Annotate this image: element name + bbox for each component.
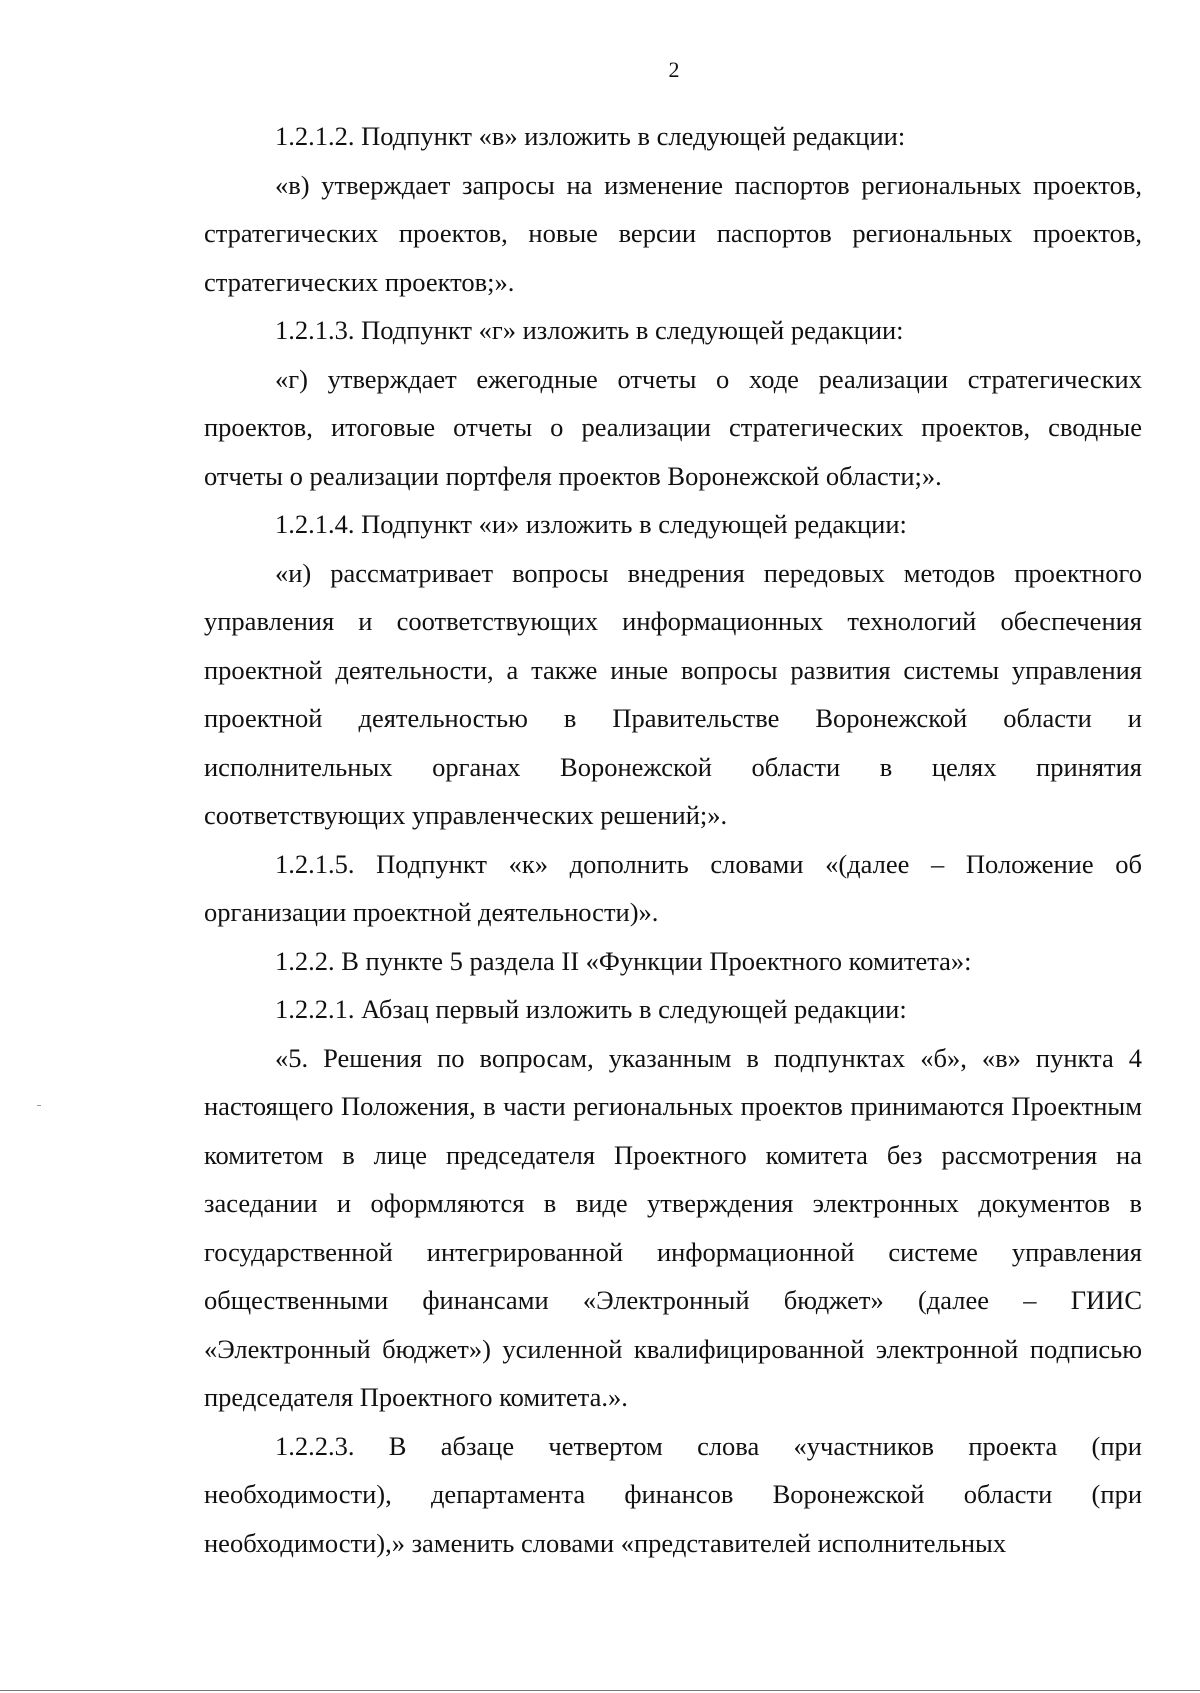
paragraph-1-2-2-3: 1.2.2.3. В абзаце четвертом слова «участников проекта (при необходимости), департамента финансов Воронежской области (при необходимости),» заменить словами «представителей исполнительных bbox=[204, 1430, 1142, 1558]
paragraph-1-2-1-2: 1.2.1.2. Подпункт «в» изложить в следующей редакции: bbox=[275, 121, 906, 151]
paragraph-1-2-1-5: 1.2.1.5. Подпункт «к» дополнить словами «(далее – Положение об организации проектной деятельности)». bbox=[204, 848, 1142, 927]
paragraph-subitem-v: «в) утверждает запросы на изменение паспортов региональных проектов, стратегических проектов, новые версии паспортов региональных проектов, стратегических проектов;». bbox=[204, 169, 1142, 297]
paragraph-subitem-g: «г) утверждает ежегодные отчеты о ходе реализации стратегических проектов, итоговые отчеты о реализации стратегических проектов, сводные отчеты о реализации портфеля проектов Воронежской области;». bbox=[204, 363, 1142, 491]
paragraph-1-2-1-4: 1.2.1.4. Подпункт «и» изложить в следующей редакции: bbox=[275, 509, 907, 539]
bottom-scan-edge bbox=[0, 1690, 1200, 1691]
paragraph-item-5: «5. Решения по вопросам, указанным в подпунктах «б», «в» пункта 4 настоящего Положения, в части региональных проектов принимаются Проектным комитетом в лице председателя Проектного комитета без рассмотрения на заседании и оформляются в виде утверждения электронных документов в государственной интегрированной информационной системе управления общественными финансами «Электронный бюджет» (далее – ГИИС «Электронный бюджет») усиленной квалифицированной электронной подписью председателя Проектного комитета.». bbox=[204, 1042, 1142, 1412]
page-number: 2 bbox=[668, 57, 680, 82]
paragraph-1-2-2-1: 1.2.2.1. Абзац первый изложить в следующей редакции: bbox=[275, 994, 907, 1024]
paragraph-1-2-1-3: 1.2.1.3. Подпункт «г» изложить в следующей редакции: bbox=[275, 315, 904, 345]
paragraph-subitem-i: «и) рассматривает вопросы внедрения передовых методов проектного управления и соответствующих информационных технологий обеспечения проектной деятельности, а также иные вопросы развития системы управления проектной деятельностью в Правительстве Воронежской области и исполнительных органах Воронежской области в целях принятия соответствующих управленческих решений;». bbox=[204, 557, 1142, 830]
document-body bbox=[204, 112, 1142, 1567]
margin-mark bbox=[37, 1105, 41, 1106]
paragraph-1-2-2: 1.2.2. В пункте 5 раздела II «Функции Проектного комитета»: bbox=[275, 945, 972, 976]
